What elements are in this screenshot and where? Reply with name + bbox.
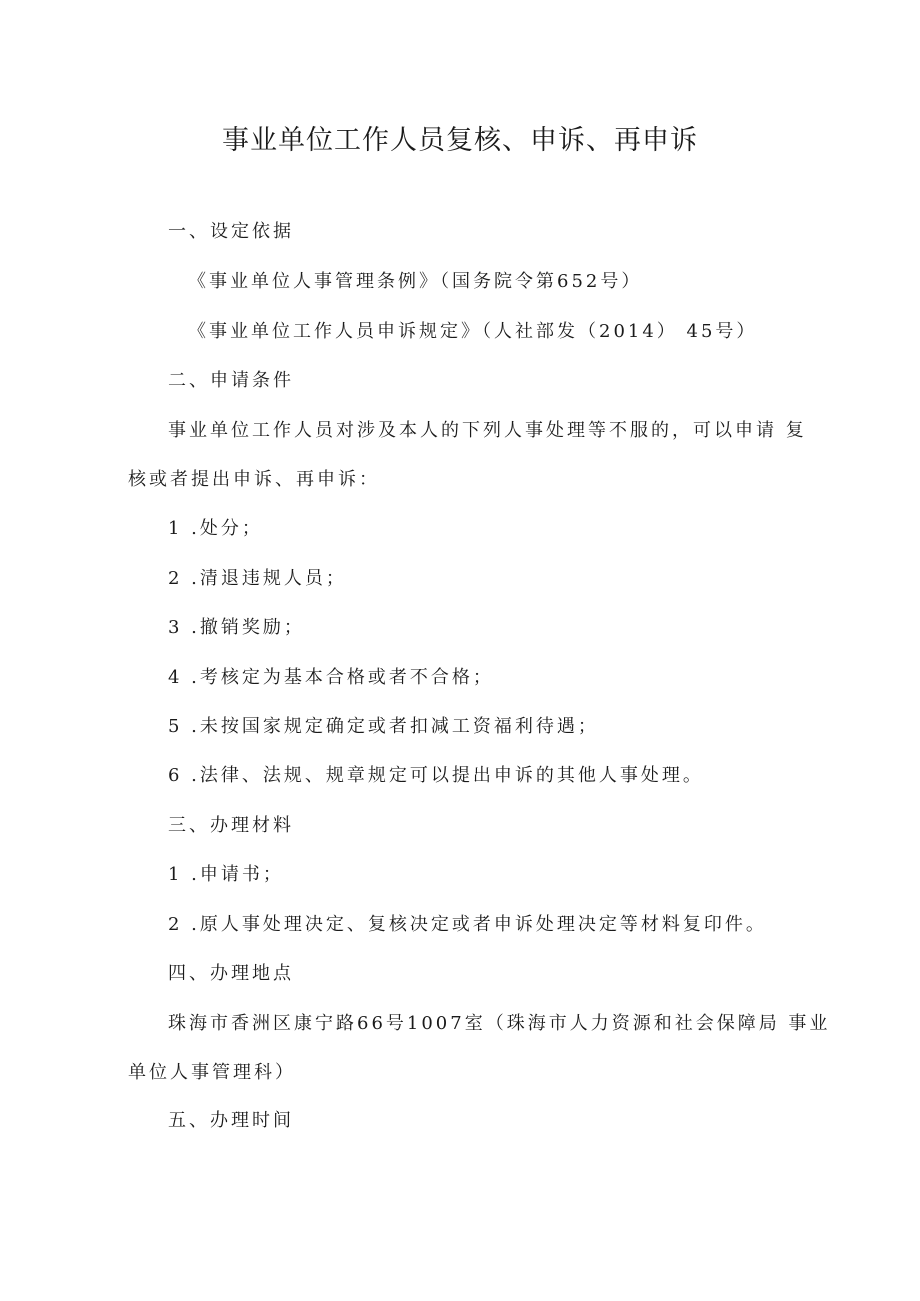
document-title: 事业单位工作人员复核、申诉、再申诉 <box>222 125 698 156</box>
conditions-item-6: 6 .法律、法规、规章规定可以提出申诉的其他人事处理。 <box>168 765 704 786</box>
section-heading-basis: 一、设定依据 <box>168 221 294 242</box>
section-heading-hours: 五、办理时间 <box>168 1110 294 1131</box>
location-line-1: 珠海市香洲区康宁路66号1007室（珠海市人力资源和社会保障局 事业 <box>168 1013 831 1034</box>
conditions-item-5: 5 .未按国家规定确定或者扣减工资福利待遇； <box>168 716 599 737</box>
basis-item-2: 《事业单位工作人员申诉规定》（人社部发（2014） 45号） <box>188 321 758 342</box>
conditions-item-2: 2 .清退违规人员； <box>168 568 347 589</box>
section-heading-materials: 三、办理材料 <box>168 815 294 836</box>
conditions-item-4: 4 .考核定为基本合格或者不合格； <box>168 667 494 688</box>
section-heading-conditions: 二、申请条件 <box>168 370 294 391</box>
basis-item-1: 《事业单位人事管理条例》（国务院令第652号） <box>188 271 643 292</box>
section-heading-location: 四、办理地点 <box>168 963 294 984</box>
conditions-item-1: 1 .处分； <box>168 518 263 539</box>
materials-item-1: 1 .申请书； <box>168 864 284 885</box>
materials-item-2: 2 .原人事处理决定、复核决定或者申诉处理决定等材料复印件。 <box>168 914 767 935</box>
conditions-item-3: 3 .撤销奖励； <box>168 617 305 638</box>
conditions-intro-line-1: 事业单位工作人员对涉及本人的下列人事处理等不服的，可以申请 复 <box>168 420 807 441</box>
conditions-intro-line-2: 核或者提出申诉、再申诉： <box>128 469 380 490</box>
location-line-2: 单位人事管理科） <box>128 1062 296 1083</box>
